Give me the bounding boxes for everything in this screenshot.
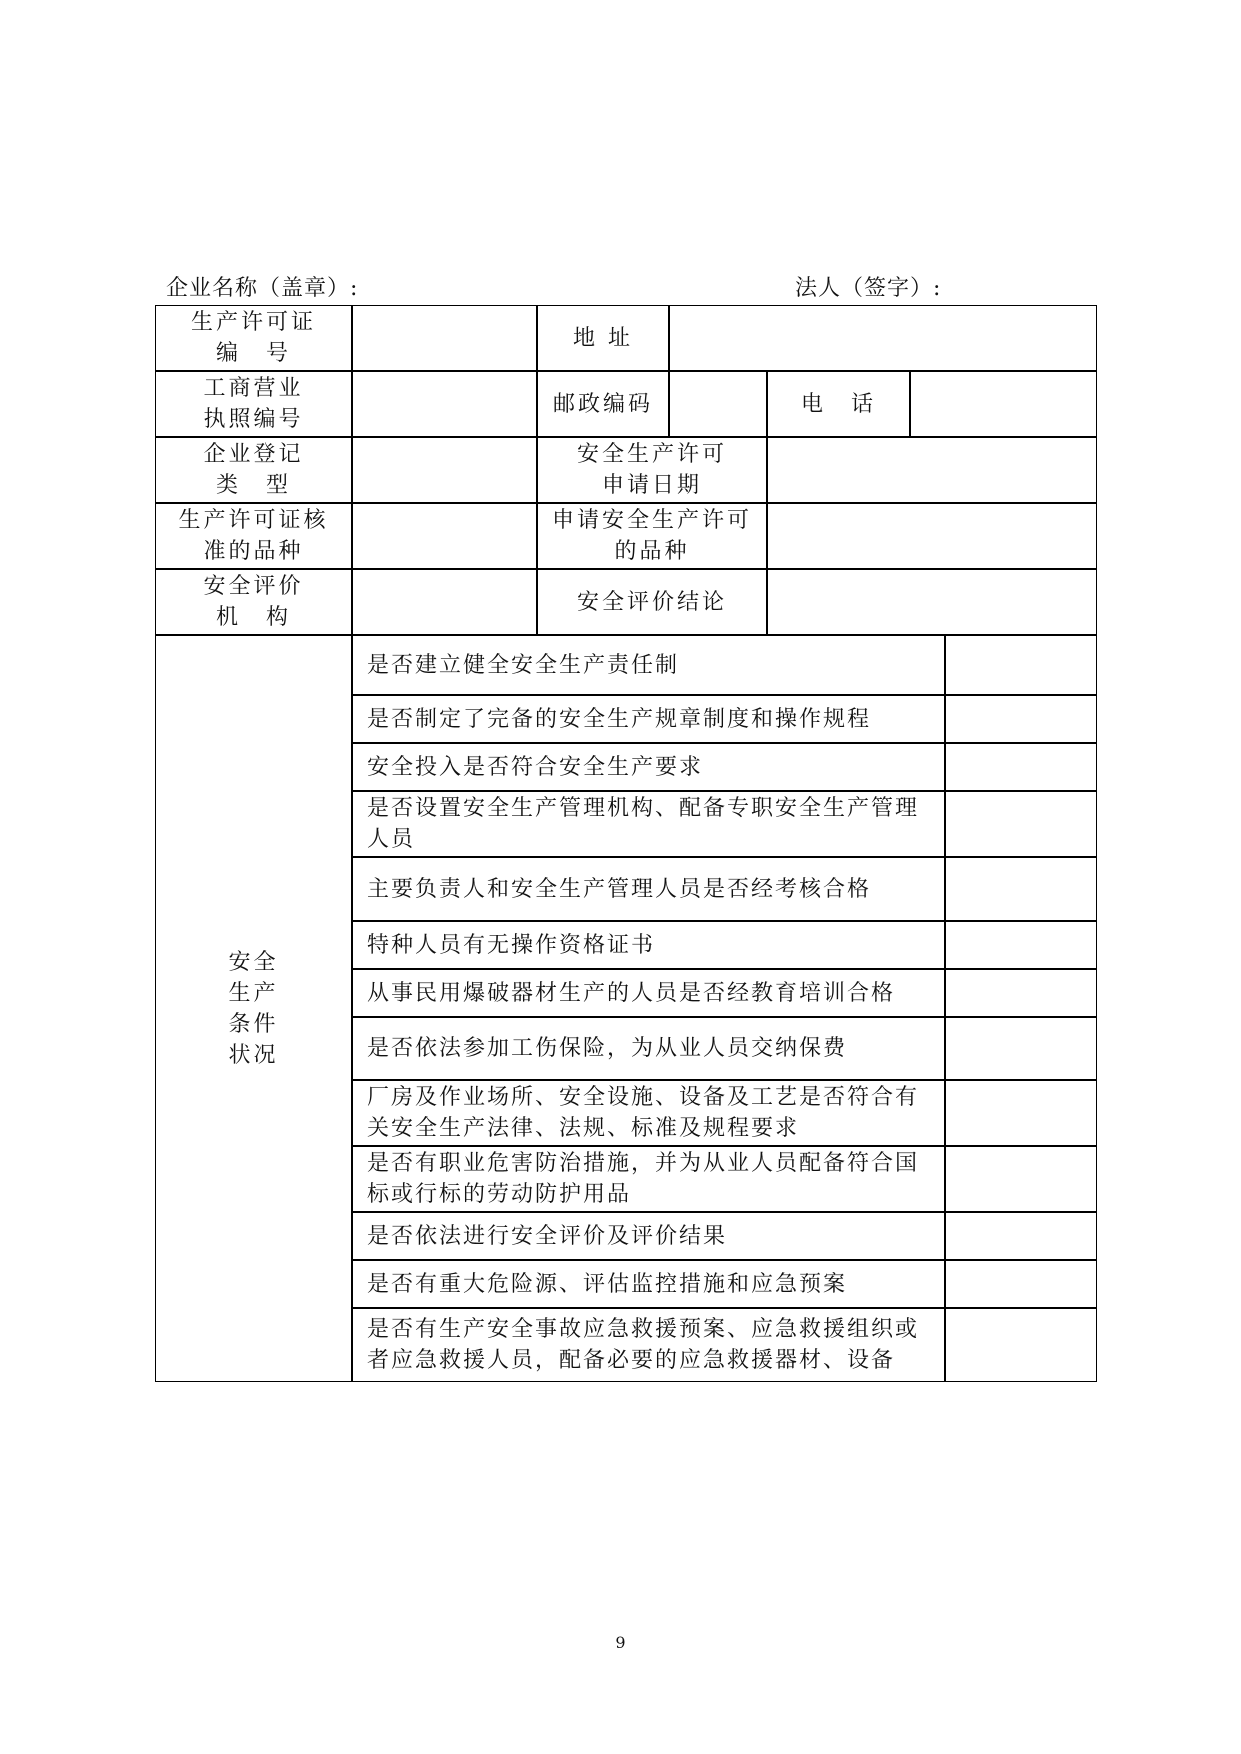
approved-varieties-label: 生产许可证核 准的品种 bbox=[155, 503, 352, 569]
postal-code-field[interactable] bbox=[669, 371, 767, 437]
condition-item: 是否依法参加工伤保险，为从业人员交纳保费 bbox=[352, 1017, 945, 1080]
condition-status-cell[interactable] bbox=[945, 969, 1097, 1017]
approved-varieties-field[interactable] bbox=[352, 503, 537, 569]
registration-type-field[interactable] bbox=[352, 437, 537, 503]
safety-conditions-label: 安全 生产 条件 状况 bbox=[155, 635, 352, 1382]
condition-item: 主要负责人和安全生产管理人员是否经考核合格 bbox=[352, 857, 945, 921]
condition-status-cell[interactable] bbox=[945, 1017, 1097, 1080]
address-field[interactable] bbox=[669, 305, 1097, 371]
phone-label: 电 话 bbox=[767, 371, 910, 437]
address-label: 地 址 bbox=[537, 305, 669, 371]
condition-status-cell[interactable] bbox=[945, 921, 1097, 969]
license-no-field[interactable] bbox=[352, 305, 537, 371]
condition-status-cell[interactable] bbox=[945, 743, 1097, 791]
condition-status-cell[interactable] bbox=[945, 695, 1097, 743]
condition-item: 是否设置安全生产管理机构、配备专职安全生产管理人员 bbox=[352, 791, 945, 857]
eval-conclusion-label: 安全评价结论 bbox=[537, 569, 767, 635]
apply-varieties-label: 申请安全生产许可 的品种 bbox=[537, 503, 767, 569]
condition-item: 是否有重大危险源、评估监控措施和应急预案 bbox=[352, 1260, 945, 1308]
business-license-label: 工商营业 执照编号 bbox=[155, 371, 352, 437]
phone-field[interactable] bbox=[910, 371, 1097, 437]
condition-status-cell[interactable] bbox=[945, 635, 1097, 695]
condition-status-cell[interactable] bbox=[945, 857, 1097, 921]
condition-status-cell[interactable] bbox=[945, 1260, 1097, 1308]
apply-date-label: 安全生产许可 申请日期 bbox=[537, 437, 767, 503]
legal-person-label: 法人（签字）: bbox=[795, 276, 942, 301]
company-name-label: 企业名称（盖章）: bbox=[166, 276, 359, 301]
page-number: 9 bbox=[615, 1633, 626, 1652]
condition-item: 是否有职业危害防治措施，并为从业人员配备符合国标或行标的劳动防护用品 bbox=[352, 1146, 945, 1212]
apply-date-field[interactable] bbox=[767, 437, 1097, 503]
eval-agency-field[interactable] bbox=[352, 569, 537, 635]
condition-item: 安全投入是否符合安全生产要求 bbox=[352, 743, 945, 791]
safety-license-form-table bbox=[155, 305, 1097, 1382]
registration-type-label: 企业登记 类 型 bbox=[155, 437, 352, 503]
condition-item: 厂房及作业场所、安全设施、设备及工艺是否符合有关安全生产法律、法规、标准及规程要求 bbox=[352, 1080, 945, 1146]
condition-status-cell[interactable] bbox=[945, 1146, 1097, 1212]
condition-status-cell[interactable] bbox=[945, 791, 1097, 857]
condition-item: 从事民用爆破器材生产的人员是否经教育培训合格 bbox=[352, 969, 945, 1017]
condition-item: 是否建立健全安全生产责任制 bbox=[352, 635, 945, 695]
condition-status-cell[interactable] bbox=[945, 1308, 1097, 1382]
eval-conclusion-field[interactable] bbox=[767, 569, 1097, 635]
license-no-label: 生产许可证 编 号 bbox=[155, 305, 352, 371]
business-license-field[interactable] bbox=[352, 371, 537, 437]
condition-status-cell[interactable] bbox=[945, 1080, 1097, 1146]
apply-varieties-field[interactable] bbox=[767, 503, 1097, 569]
condition-item: 是否依法进行安全评价及评价结果 bbox=[352, 1212, 945, 1260]
postal-code-label: 邮政编码 bbox=[537, 371, 669, 437]
condition-status-cell[interactable] bbox=[945, 1212, 1097, 1260]
eval-agency-label: 安全评价 机 构 bbox=[155, 569, 352, 635]
condition-item: 是否制定了完备的安全生产规章制度和操作规程 bbox=[352, 695, 945, 743]
condition-item: 特种人员有无操作资格证书 bbox=[352, 921, 945, 969]
condition-item: 是否有生产安全事故应急救援预案、应急救援组织或者应急救援人员，配备必要的应急救援器材、设备 bbox=[352, 1308, 945, 1382]
